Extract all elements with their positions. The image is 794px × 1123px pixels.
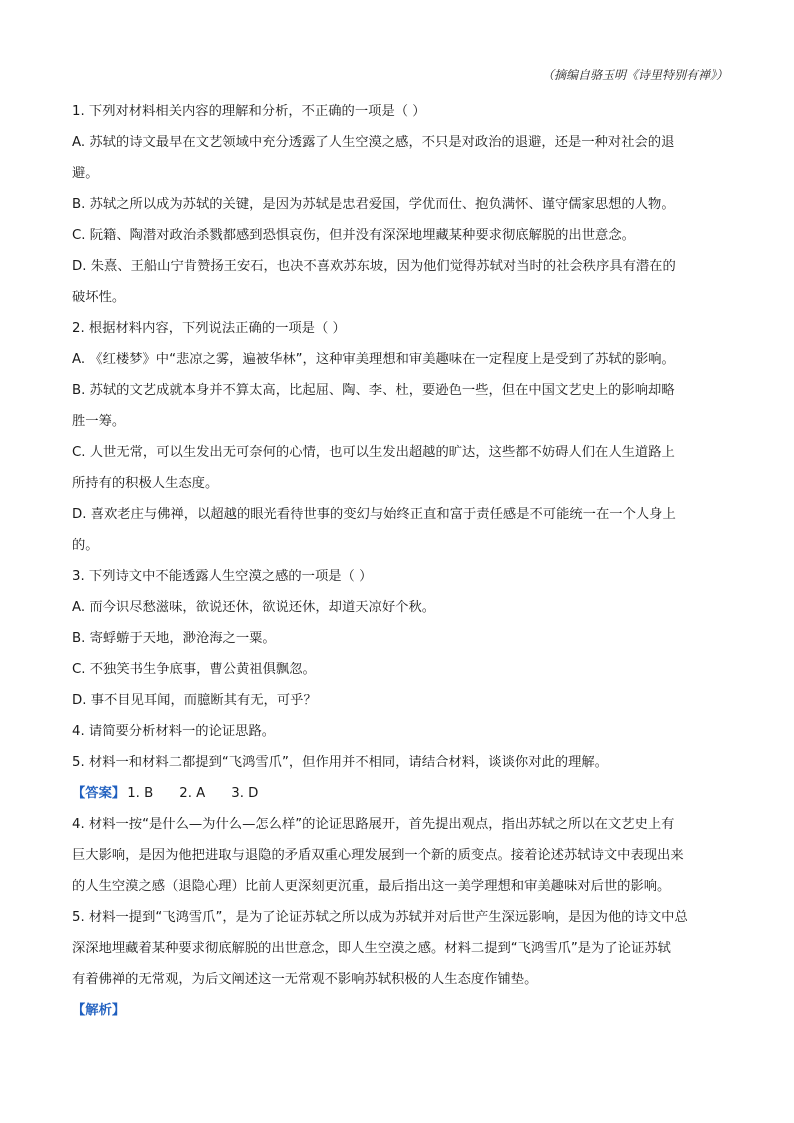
question-content (72, 96, 724, 1026)
answer-5-line: 有着佛禅的无常观，为后文阐述这一无常观不影响苏轼积极的人生态度作铺垫。 (72, 972, 538, 987)
answer-row (72, 778, 724, 809)
answer-5-line: 5. 材料一提到“飞鸿雪爪”，是为了论证苏轼之所以成为苏轼并对后世产生深远影响，是因为他的诗文中总 (72, 910, 688, 925)
question-3-option-a: A. 而今识尽愁滋味，欲说还休，欲说还休，却道天凉好个秋。 (72, 600, 436, 615)
answer-item: 2. A (179, 786, 206, 801)
question-2-stem: 2. 根据材料内容，下列说法正确的一项是（ ） (72, 321, 346, 336)
question-1-option-a: A. 苏轼的诗文最早在文艺领域中充分透露了人生空漠之感，不只是对政治的退避，还是一种对社会的退 (72, 135, 675, 150)
answer-item: 1. B (127, 786, 154, 801)
answer-label: 【答案】 (72, 786, 126, 801)
question-2-option-b: B. 苏轼的文艺成就本身并不算太高，比起屈、陶、李、杜，要逊色一些，但在中国文艺史上的影响却略 (72, 383, 675, 398)
answer-item: 3. D (231, 786, 259, 801)
analysis-label: 【解析】 (72, 1003, 126, 1018)
answer-4-line: 巨大影响，是因为他把进取与退隐的矛盾双重心理发展到一个新的质变点。接着论述苏轼诗文中表现出来 (72, 848, 684, 863)
question-1-option-d-cont: 破坏性。 (72, 290, 126, 305)
question-2-option-a: A. 《红楼梦》中“悲凉之雾，遍被华林”，这种审美理想和审美趣味在一定程度上是受到了苏轼的影响。 (72, 352, 675, 367)
question-1-option-c: C. 阮籍、陶潜对政治杀戮都感到恐惧哀伤，但并没有深深地埋藏某种要求彻底解脱的出世意念。 (72, 228, 635, 243)
answer-4-line: 的人生空漠之感（退隐心理）比前人更深刻更沉重，最后指出这一美学理想和审美趣味对后世的影响。 (72, 879, 671, 894)
question-3-option-c: C. 不独笑书生争底事，曹公黄祖俱飘忽。 (72, 662, 316, 677)
question-1-stem: 1. 下列对材料相关内容的理解和分析，不正确的一项是（ ） (72, 104, 426, 119)
answer-5-line: 深深地埋藏着某种要求彻底解脱的出世意念，即人生空漠之感。材料二提到“飞鸿雪爪”是为了论证苏轼 (72, 941, 671, 956)
question-2-option-c-cont: 所持有的积极人生态度。 (72, 476, 219, 491)
question-1-option-b: B. 苏轼之所以成为苏轼的关键，是因为苏轼是忠君爱国，学优而仕、抱负满怀、谨守儒家思想的人物。 (72, 197, 675, 212)
question-1-option-d: D. 朱熹、王船山宁肯赞扬王安石，也决不喜欢苏东坡，因为他们觉得苏轼对当时的社会秩序具有潜在的 (72, 259, 676, 274)
question-2-option-b-cont: 胜一筹。 (72, 414, 126, 429)
question-3-option-d: D. 事不目见耳闻，而臆断其有无，可乎？ (72, 693, 317, 708)
answer-4-line: 4. 材料一按“是什么—为什么—怎么样”的论证思路展开，首先提出观点，指出苏轼之所以在文艺史上有 (72, 817, 675, 832)
question-5-stem: 5. 材料一和材料二都提到“飞鸿雪爪”，但作用并不相同，请结合材料，谈谈你对此的理解。 (72, 755, 608, 770)
source-citation: （摘编自骆玉明《诗里特别有禅》） (541, 68, 728, 82)
question-2-option-d: D. 喜欢老庄与佛禅，以超越的眼光看待世事的变幻与始终正直和富于责任感是不可能统一在一个人身上 (72, 507, 676, 522)
question-3-stem: 3. 下列诗文中不能透露人生空漠之感的一项是（ ） (72, 569, 373, 584)
question-2-option-d-cont: 的。 (72, 538, 99, 553)
question-4-stem: 4. 请简要分析材料一的论证思路。 (72, 724, 276, 739)
question-1-option-a-cont: 避。 (72, 166, 99, 181)
question-3-option-b: B. 寄蜉蝣于天地，渺沧海之一粟。 (72, 631, 276, 646)
question-2-option-c: C. 人世无常，可以生发出无可奈何的心情，也可以生发出超越的旷达，这些都不妨碍人们在人生道路上 (72, 445, 675, 460)
